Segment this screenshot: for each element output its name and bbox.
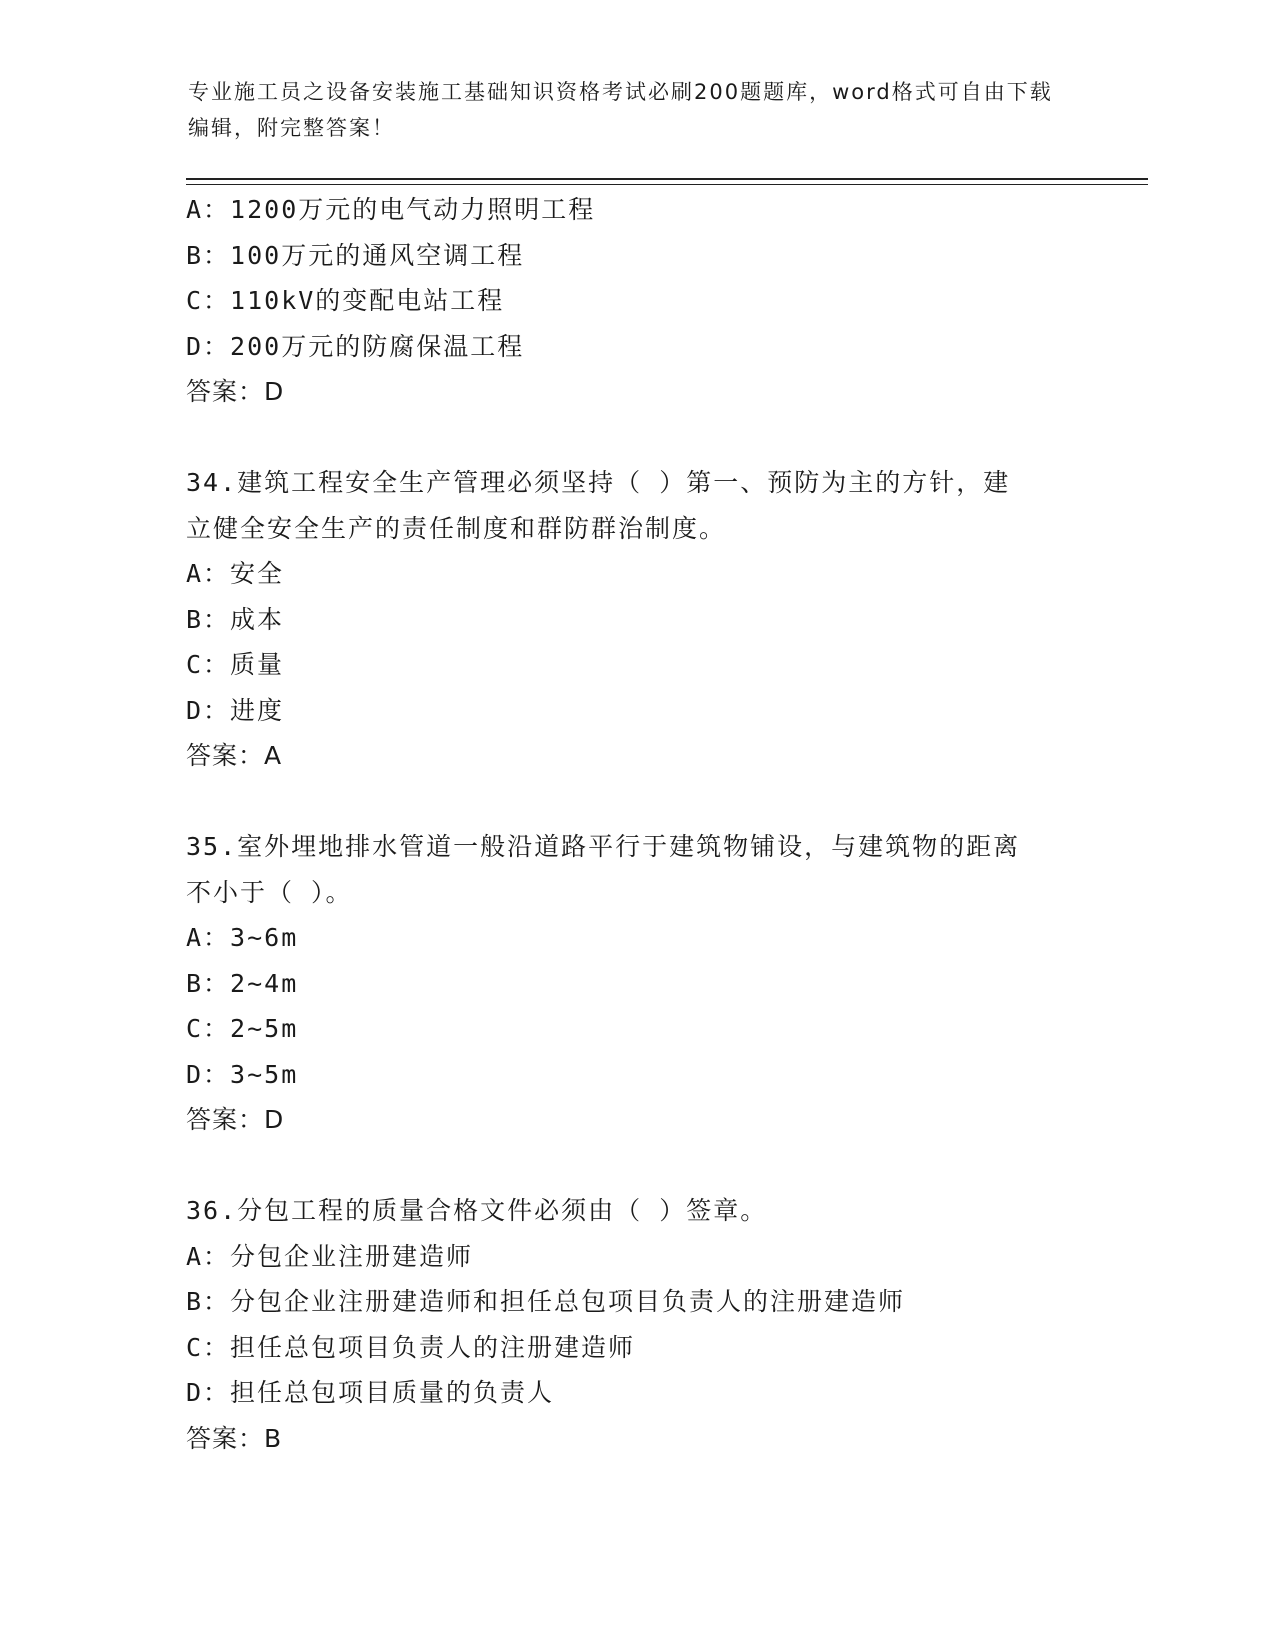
spacer (186, 415, 1066, 461)
option-c: C：2~5m (186, 1014, 299, 1043)
question-34 (186, 460, 1066, 779)
option-d: D：担任总包项目质量的负责人 (186, 1378, 555, 1407)
spacer (186, 1143, 1066, 1189)
option-b: B：成本 (186, 604, 285, 634)
option-b: B：分包企业注册建造师和担任总包项目负责人的注册建造师 (186, 1287, 906, 1316)
header-divider (186, 178, 1148, 185)
question-33-tail (186, 187, 1066, 415)
question-35 (186, 824, 1066, 1143)
question-list (186, 187, 1066, 1461)
question-text-continued: 不小于（ ）。 (186, 877, 353, 907)
option-a: A：分包企业注册建造师 (186, 1241, 474, 1271)
answer: 答案：D (186, 1105, 285, 1134)
option-c: C：110kV的变配电站工程 (186, 286, 505, 315)
option-a: A：安全 (186, 559, 285, 588)
spacer (186, 779, 1066, 825)
answer: 答案：A (186, 741, 283, 770)
option-d: D：200万元的防腐保温工程 (186, 331, 525, 361)
option-b: B：100万元的通风空调工程 (186, 240, 525, 270)
question-text: 36.分包工程的质量合格文件必须由（ ）签章。 (186, 1196, 768, 1225)
option-a: A：3~6m (186, 923, 299, 952)
question-text: 35.室外埋地排水管道一般沿道路平行于建筑物铺设，与建筑物的距离 (186, 832, 1021, 861)
document-header: 专业施工员之设备安装施工基础知识资格考试必刷200题题库，word格式可自由下载编辑，附完整答案！ (188, 80, 1053, 140)
question-text-continued: 立健全安全生产的责任制度和群防群治制度。 (186, 513, 727, 543)
question-text: 34.建筑工程安全生产管理必须坚持（ ）第一、预防为主的方针，建 (186, 468, 1011, 497)
question-36 (186, 1188, 1066, 1461)
option-a: A：1200万元的电气动力照明工程 (186, 195, 596, 224)
option-c: C：质量 (186, 650, 285, 679)
option-b: B：2~4m (186, 968, 299, 998)
option-c: C：担任总包项目负责人的注册建造师 (186, 1332, 636, 1362)
option-d: D：3~5m (186, 1059, 299, 1089)
option-d: D：进度 (186, 695, 285, 725)
answer: 答案：D (186, 377, 285, 406)
answer: 答案：B (186, 1423, 283, 1453)
